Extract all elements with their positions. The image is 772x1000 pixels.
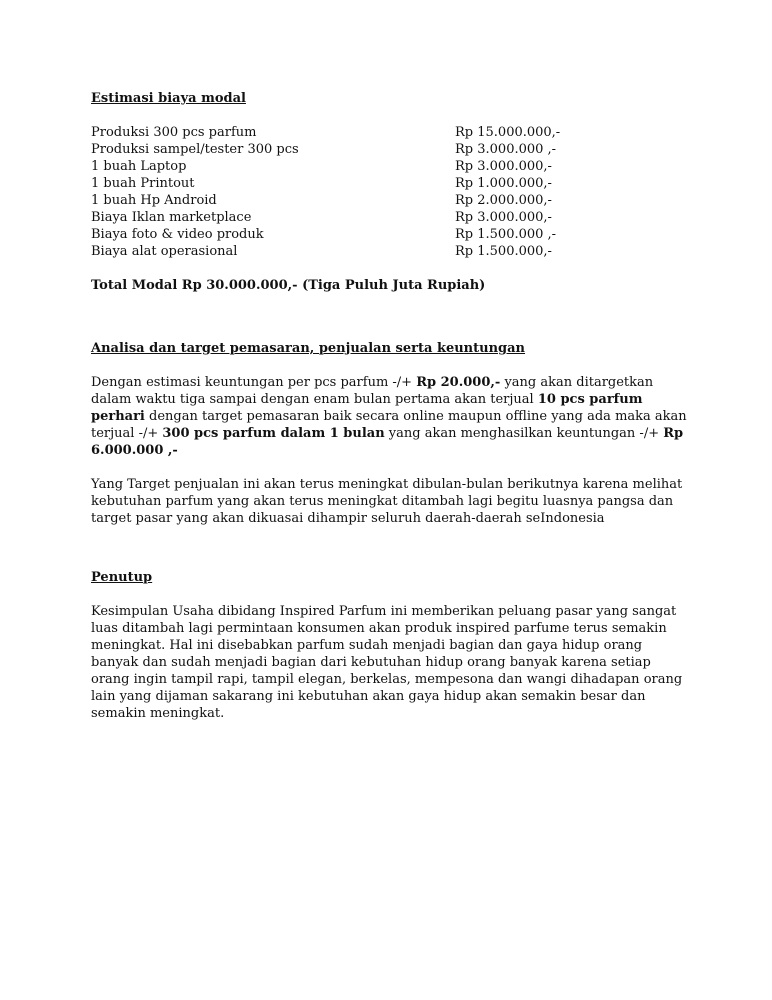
- cost-label: 1 buah Laptop: [91, 159, 187, 174]
- total-modal: Total Modal Rp 30.000.000,- (Tiga Puluh Juta Rupiah): [91, 278, 486, 293]
- cost-row: [91, 192, 692, 209]
- cost-value: Rp 1.000.000,-: [455, 176, 552, 191]
- cost-table: [91, 124, 692, 260]
- cost-label: Biaya alat operasional: [91, 244, 238, 259]
- cost-value: Rp 2.000.000,-: [455, 193, 552, 208]
- cost-value: Rp 3.000.000,-: [455, 159, 552, 174]
- analisa-text: dengan target pemasaran baik secara online maupun offline yang ada maka akan terjual -/+: [91, 409, 687, 441]
- cost-label: 1 buah Hp Android: [91, 193, 217, 208]
- cost-row: [91, 141, 692, 158]
- penutup-section: [91, 569, 691, 722]
- cost-label: Produksi 300 pcs parfum: [91, 125, 257, 140]
- analisa-heading: Analisa dan target pemasaran, penjualan serta keuntungan: [91, 341, 526, 356]
- cost-value: Rp 3.000.000,-: [455, 210, 552, 225]
- analisa-text: yang akan ditargetkan dalam waktu tiga sampai dengan enam bulan pertama akan terjual: [91, 375, 654, 407]
- analisa-bold: 10 pcs parfum perhari: [91, 392, 643, 424]
- cost-value: Rp 15.000.000,-: [455, 125, 561, 140]
- cost-value: Rp 1.500.000 ,-: [455, 227, 557, 242]
- cost-label: Biaya Iklan marketplace: [91, 210, 252, 225]
- cost-label: Produksi sampel/tester 300 pcs: [91, 142, 299, 157]
- cost-row: [91, 209, 692, 226]
- cost-label: Biaya foto & video produk: [91, 227, 264, 242]
- cost-label: 1 buah Printout: [91, 176, 195, 191]
- cost-row: [91, 124, 692, 141]
- cost-value: Rp 3.000.000 ,-: [455, 142, 557, 157]
- cost-row: [91, 158, 692, 175]
- estimasi-heading: Estimasi biaya modal: [91, 91, 246, 106]
- analisa-text: Dengan estimasi keuntungan per pcs parfum -/+: [91, 375, 417, 390]
- penutup-heading: Penutup: [91, 570, 153, 585]
- analisa-section: [91, 340, 691, 527]
- analisa-text: yang akan menghasilkan keuntungan -/+: [384, 426, 664, 441]
- cost-row: [91, 226, 692, 243]
- cost-row: [91, 175, 692, 192]
- cost-row: [91, 243, 692, 260]
- analisa-bold: Rp 6.000.000 ,-: [91, 426, 684, 458]
- estimasi-section: [91, 90, 692, 294]
- analisa-paragraph-1: [91, 374, 691, 459]
- analisa-paragraph-2: Yang Target penjualan ini akan terus meningkat dibulan-bulan berikutnya karena melihat kebutuhan parfum yang akan terus meningkat ditambah lagi begitu luasnya pangsa dan target pasar yang akan dikuasai dihampir seluruh daerah-daerah seIndonesia: [91, 477, 683, 526]
- analisa-bold: Rp 20.000,-: [416, 375, 501, 390]
- analisa-bold: 300 pcs parfum dalam 1 bulan: [162, 426, 385, 441]
- cost-value: Rp 1.500.000,-: [455, 244, 552, 259]
- penutup-paragraph: Kesimpulan Usaha dibidang Inspired Parfum ini memberikan peluang pasar yang sangat luas ditambah lagi permintaan konsumen akan produk inspired parfume terus semakin meningkat. Hal ini disebabkan parfum sudah menjadi bagian dan gaya hidup orang banyak dan sudah menjadi bagian dari kebutuhan hidup orang banyak karena setiap orang ingin tampil rapi, tampil elegan, berkelas, mempesona dan wangi dihadapan orang lain yang dijaman sakarang ini kebutuhan akan gaya hidup akan semakin besar dan semakin meningkat.: [91, 604, 683, 721]
